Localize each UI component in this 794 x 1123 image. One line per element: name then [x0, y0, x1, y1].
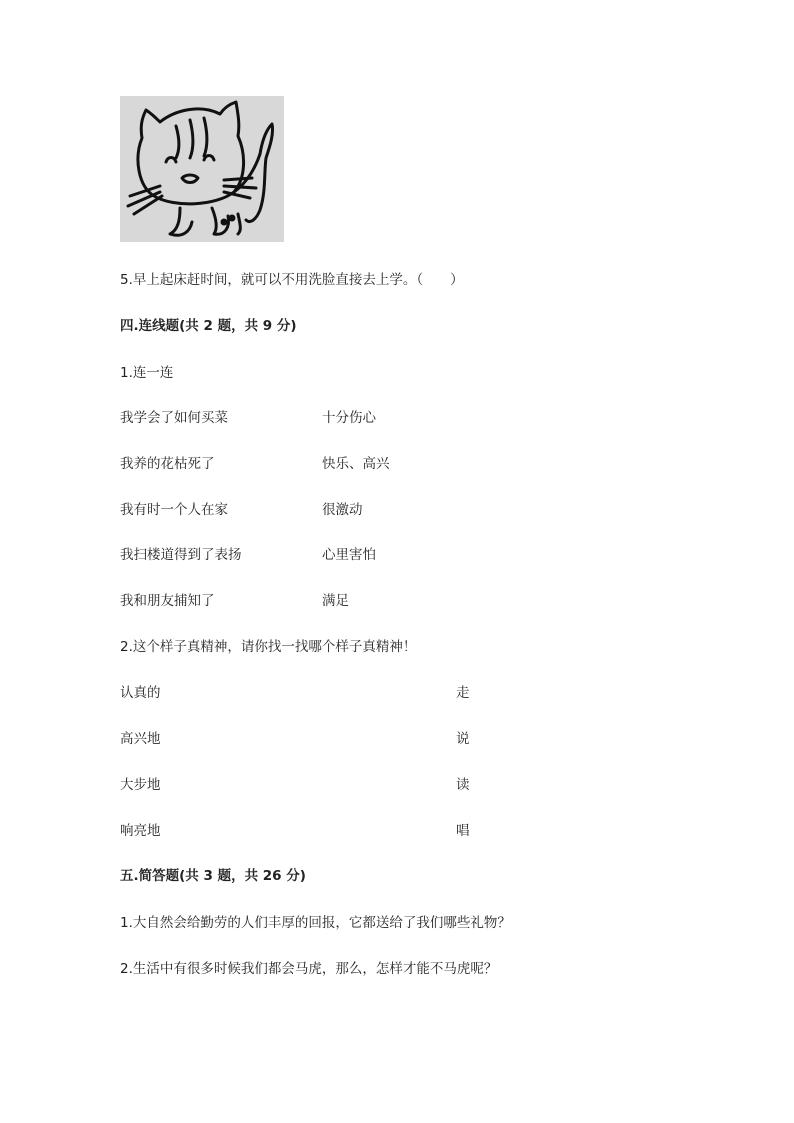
match-left-item: 大步地	[120, 777, 161, 793]
match-left-item: 我养的花枯死了	[120, 456, 215, 472]
match-left-item: 我学会了如何买菜	[120, 410, 228, 426]
section-4-title: 四.连线题(共 2 题，共 9 分)	[120, 318, 297, 334]
match-right-item: 说	[456, 731, 470, 747]
match-right-item: 唱	[456, 823, 470, 839]
match-right-item: 快乐、高兴	[322, 456, 390, 472]
match-right-item: 心里害怕	[322, 547, 376, 563]
section-4-q1-title: 1.连一连	[120, 365, 174, 381]
match-left-item: 我有时一个人在家	[120, 502, 228, 518]
match-right-item: 十分伤心	[322, 410, 376, 426]
section-5-question-1: 1.大自然会给勤劳的人们丰厚的回报，它都送给了我们哪些礼物？	[120, 915, 511, 931]
cat-illustration	[120, 96, 284, 242]
match-right-item: 满足	[322, 593, 349, 609]
match-right-item: 很激动	[322, 502, 363, 518]
section-4-q2-title: 2.这个样子真精神，请你找一找哪个样子真精神！	[120, 639, 417, 655]
section-5-question-2: 2.生活中有很多时候我们都会马虎，那么，怎样才能不马虎呢？	[120, 961, 498, 977]
match-left-item: 高兴地	[120, 731, 161, 747]
match-left-item: 响亮地	[120, 823, 161, 839]
question-5: 5.早上起床赶时间，就可以不用洗脸直接去上学。（ ）	[120, 272, 464, 288]
match-right-item: 读	[456, 777, 470, 793]
match-left-item: 我扫楼道得到了表扬	[120, 547, 242, 563]
match-left-item: 我和朋友捕知了	[120, 593, 215, 609]
match-right-item: 走	[456, 685, 470, 701]
section-5-title: 五.简答题(共 3 题，共 26 分)	[120, 868, 306, 884]
match-left-item: 认真的	[120, 685, 161, 701]
cat-icon	[120, 96, 284, 242]
